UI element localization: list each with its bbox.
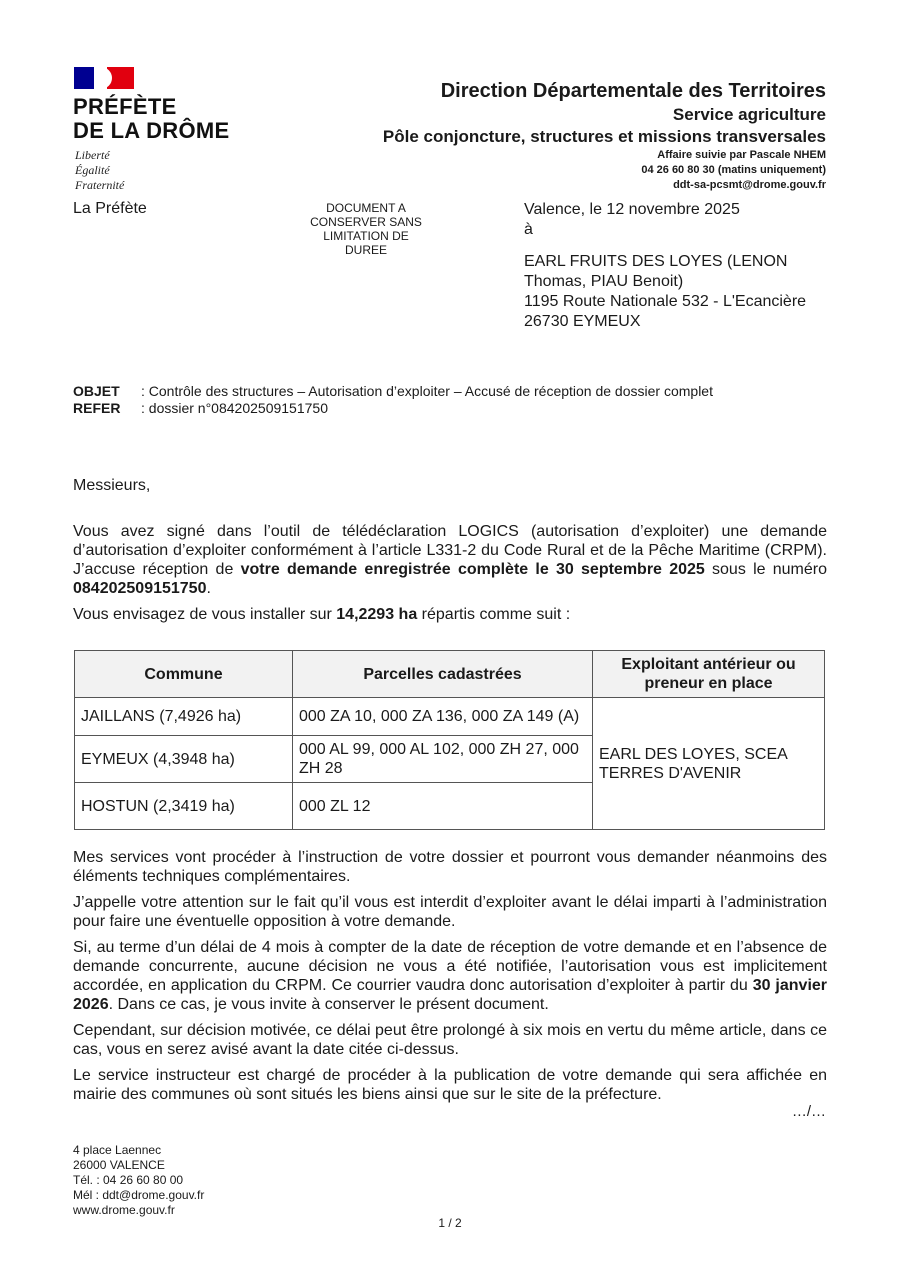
- continued-marker: …/…: [791, 1103, 826, 1120]
- intro-paragraphs: [73, 522, 827, 631]
- motto-fraternite: Fraternité: [75, 178, 125, 192]
- contact-email: ddt-sa-pcsmt@drome.gouv.fr: [673, 179, 826, 191]
- contact-person: Affaire suivie par Pascale NHEM: [657, 149, 826, 161]
- issuing-service-header: [383, 78, 826, 193]
- header-parcelles: Parcelles cadastrées: [293, 651, 593, 698]
- cell-commune: EYMEUX (4,3948 ha): [75, 736, 293, 783]
- footer-street: 4 place Laennec: [73, 1143, 162, 1157]
- service-name: Service agriculture: [672, 105, 826, 124]
- objet-text: : Contrôle des structures – Autorisation d’exploiter – Accusé de réception de dossier complet: [141, 383, 713, 399]
- paragraph-implicit-authorization: Si, au terme d’un délai de 4 mois à compter de la date de réception de votre demande et en l’absence de demande concurrente, aucune décision ne vous a été notifiée, l’autorisation vous est implicitement accordée, en application du CRPM. Ce courrier vaudra donc autorisation d’exploiter à partir du 30 janvier 2026. Dans ce cas, je vous invite à conserver le présent document.: [73, 939, 828, 1013]
- paragraph-extension: Cependant, sur décision motivée, ce délai peut être prolongé à six mois en vertu du même article, dans ce cas, vous en serez avisé avant la date citée ci-dessus.: [73, 1022, 827, 1058]
- motto-egalite: Égalité: [75, 163, 110, 177]
- paragraph-request: Vous avez signé dans l’outil de télédéclaration LOGICS (autorisation d’exploiter) une demande d’autorisation d’exploiter conformément à l’article L331-2 du Code Rural et de la Pêche Maritime (CRPM). J’accuse réception de votre demande enregistrée complète le 30 septembre 2025 sous le numéro 084202509151750.: [73, 523, 828, 597]
- keep-notice: DOCUMENT A CONSERVER SANS LIMITATION DE DUREE: [310, 201, 422, 257]
- recipient-block: [524, 200, 824, 332]
- direction-name: Direction Départementale des Territoires: [440, 80, 826, 102]
- closing-paragraphs: [73, 848, 827, 1111]
- motto-liberte: Liberté: [75, 148, 110, 162]
- cell-parcelles: 000 ZL 12: [293, 783, 593, 830]
- salutation: Messieurs,: [73, 477, 151, 494]
- dossier-number-emphasis: 084202509151750: [73, 580, 207, 597]
- paragraph-warning: J’appelle votre attention sur le fait qu’il vous est interdit d’exploiter avant le délai imparti à l’administration pour faire une éventuelle opposition à votre demande.: [73, 894, 827, 930]
- objet-line: [73, 383, 713, 400]
- deadline-emphasis: 30 janvier 2026: [73, 977, 828, 1013]
- page-number: 1 / 2: [438, 1216, 462, 1230]
- cell-commune: HOSTUN (2,3419 ha): [75, 783, 293, 830]
- paragraph-publication: Le service instructeur est chargé de procéder à la publication de votre demande qui sera affichée en mairie des communes où sont situés les biens ainsi que sur le site de la préfecture.: [73, 1067, 827, 1103]
- refer-label: REFER: [73, 400, 121, 416]
- cell-exploitant: EARL DES LOYES, SCEA TERRES D'AVENIR: [593, 698, 825, 830]
- table-row: [75, 698, 825, 736]
- refer-line: [73, 400, 713, 417]
- contact-phone: 04 26 60 80 30 (matins uniquement): [641, 164, 826, 176]
- header-exploitant: Exploitant antérieur ou preneur en place: [593, 651, 825, 698]
- republic-motto: [75, 148, 124, 193]
- cell-commune: JAILLANS (7,4926 ha): [75, 698, 293, 736]
- cell-parcelles: 000 AL 99, 000 AL 102, 000 ZH 27, 000 ZH 28: [293, 736, 593, 783]
- footer-city: 26000 VALENCE: [73, 1158, 165, 1172]
- surface-emphasis: 14,2293 ha: [336, 606, 418, 623]
- recipient-name: EARL FRUITS DES LOYES (LENON Thomas, PIAU Benoit): [524, 253, 788, 290]
- cell-parcelles: 000 ZA 10, 000 ZA 136, 000 ZA 149 (A): [293, 698, 593, 736]
- pole-name: Pôle conjoncture, structures et missions transversales: [382, 127, 826, 146]
- footer-website: www.drome.gouv.fr: [73, 1203, 175, 1217]
- prefecture-name-line-1: PRÉFÈTE: [73, 94, 177, 119]
- request-date-emphasis: votre demande enregistrée complète le 30 septembre 2025: [240, 561, 705, 578]
- republic-flag-logo: [74, 67, 134, 89]
- paragraph-instruction: Mes services vont procéder à l’instruction de votre dossier et pourront vous demander néanmoins des éléments techniques complémentaires.: [73, 849, 827, 885]
- refer-text: : dossier n°084202509151750: [141, 400, 328, 416]
- footer-phone: Tél. : 04 26 60 80 00: [73, 1173, 184, 1187]
- footer-email: Mél : ddt@drome.gouv.fr: [73, 1188, 205, 1202]
- to-label: à: [524, 221, 533, 238]
- place-date: Valence, le 12 novembre 2025: [524, 201, 740, 218]
- subject-block: [73, 383, 713, 417]
- recipient-street: 1195 Route Nationale 532 - L'Ecancière: [524, 293, 807, 310]
- parcels-table: [74, 650, 825, 830]
- prefecture-name-line-2: DE LA DRÔME: [73, 118, 230, 143]
- header-commune: Commune: [75, 651, 293, 698]
- objet-label: OBJET: [73, 383, 120, 399]
- sender: La Préfète: [73, 200, 147, 217]
- paragraph-surface: Vous envisagez de vous installer sur 14,2293 ha répartis comme suit :: [73, 606, 571, 623]
- prefecture-name: [73, 95, 229, 143]
- recipient-city: 26730 EYMEUX: [524, 313, 641, 330]
- footer-address: [73, 1143, 204, 1218]
